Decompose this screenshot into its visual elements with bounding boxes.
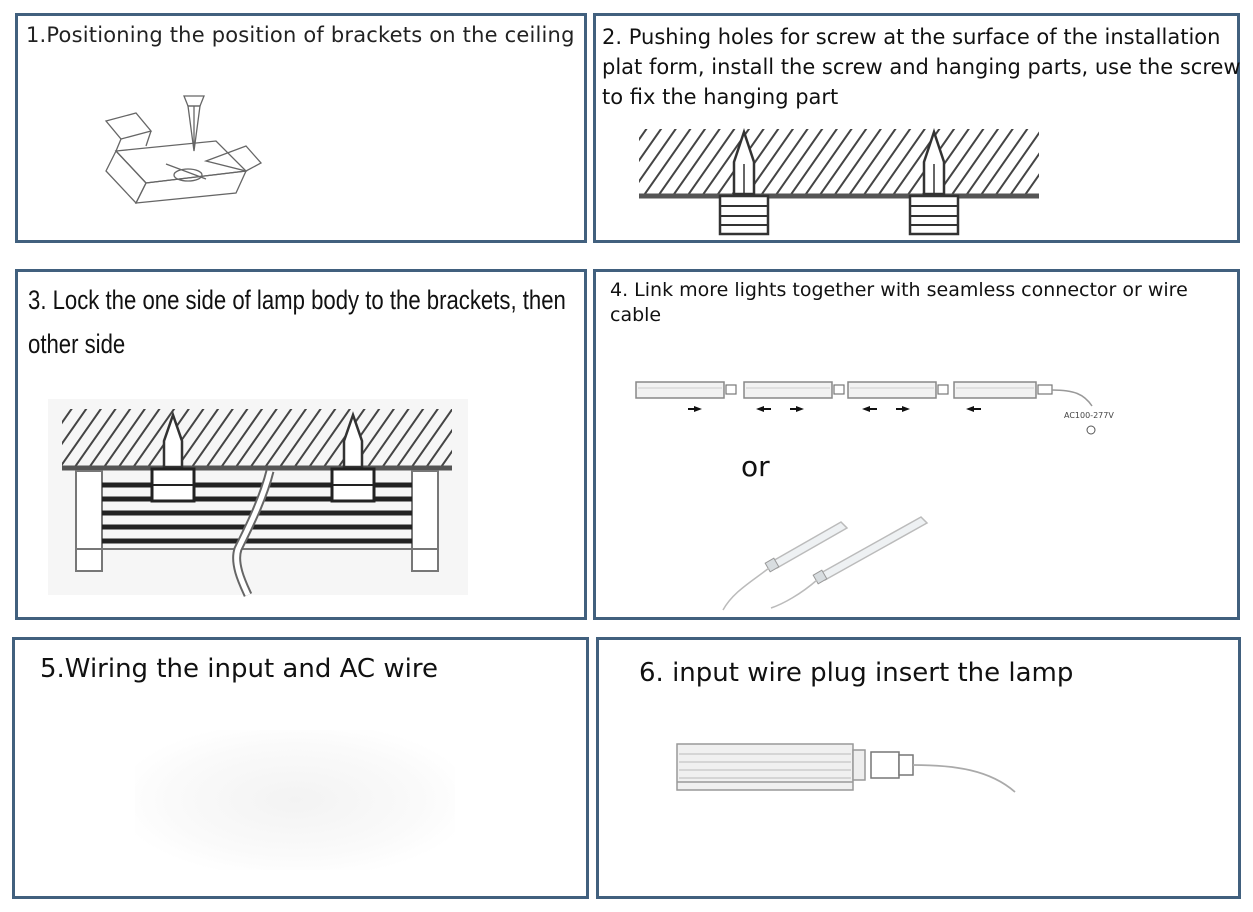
- or-label: or: [741, 450, 770, 483]
- step-1-title: 1.Positioning the position of brackets on the ceiling: [26, 23, 575, 47]
- step-2-panel: [593, 13, 1248, 243]
- step-4-panel: [593, 269, 1240, 620]
- lamp-lock-illustration: [48, 399, 468, 595]
- bracket-illustration: [96, 91, 266, 231]
- step-6-title: 6. input wire plug insert the lamp: [639, 658, 1074, 688]
- step-5-panel: [12, 637, 589, 899]
- blurred-wiring-image: [135, 730, 455, 870]
- step-1-panel: [15, 13, 587, 243]
- linked-lights-illustration: [634, 376, 1154, 456]
- ceiling-screw-illustration: [634, 124, 1054, 244]
- voltage-label: AC100-277V: [1064, 411, 1114, 420]
- step-6-panel: [596, 637, 1241, 899]
- step-3-title: 3. Lock the one side of lamp body to the brackets, then other side: [28, 285, 573, 359]
- ceiling-hatch: [639, 129, 1039, 195]
- v-shape-tubes-illustration: [721, 512, 941, 612]
- step-2-title: 2. Pushing holes for screw at the surface of the installation plat form, install the screw and hanging parts, use the screw to fix the hanging part: [602, 25, 1248, 109]
- step-4-title: 4. Link more lights together with seamless connector or wire cable: [610, 279, 1194, 326]
- plug-insert-illustration: [675, 740, 1025, 800]
- step-3-panel: [15, 269, 587, 620]
- step-5-title: 5.Wiring the input and AC wire: [40, 654, 438, 684]
